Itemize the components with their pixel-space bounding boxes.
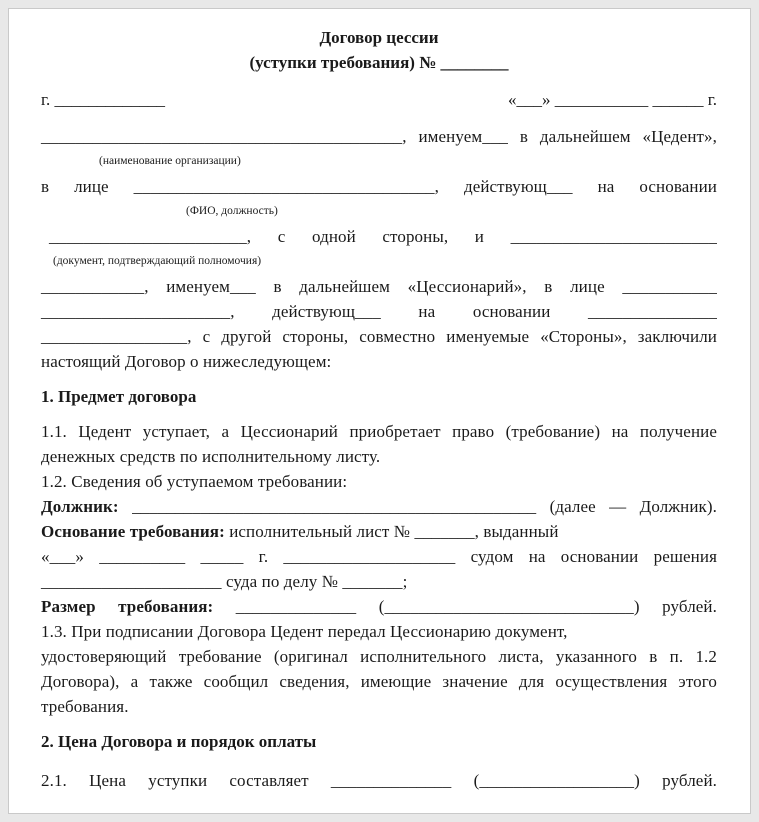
org-name-caption: (наименование организации) — [99, 155, 241, 167]
org-name-blank-line: __________________________________________, именуем___ в дальнейшем «Цедент», — [41, 127, 717, 146]
clause-1-2-line: 1.2. Сведения об уступаемом требовании: — [41, 472, 348, 491]
dateline — [41, 87, 717, 112]
acting-basis-line: ______________________, действующ___ на основании _______________ — [41, 302, 717, 321]
clause-1-3-line-1: 1.3. При подписании Договора Цедент передал Цессионарию документ, — [41, 622, 568, 641]
authority-doc-caption: (документ, подтверждающий полномочия) — [53, 255, 262, 267]
clause-1-3-line-4: требования. — [41, 697, 129, 716]
representative-line: в лице ___________________________________, действующ___ на основании — [41, 177, 717, 196]
preamble-closing-line: настоящий Договор о нижеследующем: — [41, 352, 332, 371]
amount-blank-value: ______________ (_____________________________) рублей. — [235, 597, 717, 616]
document-page — [8, 8, 751, 814]
clause-1-1-line-2: денежных средств по исполнительному листу. — [41, 447, 381, 466]
city-blank-line: г. _____________ — [41, 90, 166, 109]
cessionary-line: ____________, именуем___ в дальнейшем «Цессионарий», в лице ___________ — [41, 277, 717, 296]
date-blank-line: «___» ___________ ______ г. — [507, 90, 717, 109]
document-title: Договор цессии — [319, 28, 439, 47]
fio-position-caption: (ФИО, должность) — [186, 205, 278, 217]
amount-label: Размер требования: — [41, 597, 214, 616]
clause-2-1-line: 2.1. Цена уступки составляет ______________ (__________________) рублей. — [41, 771, 717, 790]
debtor-blank-value: _______________________________________________ (далее — Должник). — [132, 497, 717, 516]
debtor-label: Должник: — [41, 497, 119, 516]
first-party-line: _______________________, с одной стороны, и ________________________ — [49, 227, 717, 246]
document-subtitle: (уступки требования) № ________ — [249, 53, 509, 72]
second-party-line: _________________, с другой стороны, совместно именуемые «Стороны», заключили — [41, 327, 717, 346]
section-1-heading: 1. Предмет договора — [41, 387, 197, 406]
basis-line-1 — [41, 519, 717, 544]
debtor-line — [41, 494, 717, 519]
basis-blank-value: исполнительный лист № _______, выданный — [229, 522, 559, 541]
section-2-heading: 2. Цена Договора и порядок оплаты — [41, 732, 317, 751]
basis-line-2: «___» __________ _____ г. ____________________ судом на основании решения — [41, 547, 717, 566]
document-title-block — [41, 25, 717, 75]
clause-1-3-line-3: Договора), а также сообщил сведения, имеющие значение для осуществления этого — [41, 672, 717, 691]
basis-line-3: _____________________ суда по делу № _______; — [41, 572, 408, 591]
amount-line — [41, 594, 717, 619]
clause-1-1-line-1: 1.1. Цедент уступает, а Цессионарий приобретает право (требование) на получение — [41, 422, 717, 441]
basis-label: Основание требования: — [41, 522, 225, 541]
clause-1-3-line-2: удостоверяющий требование (оригинал исполнительного листа, указанного в п. 1.2 — [41, 647, 717, 666]
